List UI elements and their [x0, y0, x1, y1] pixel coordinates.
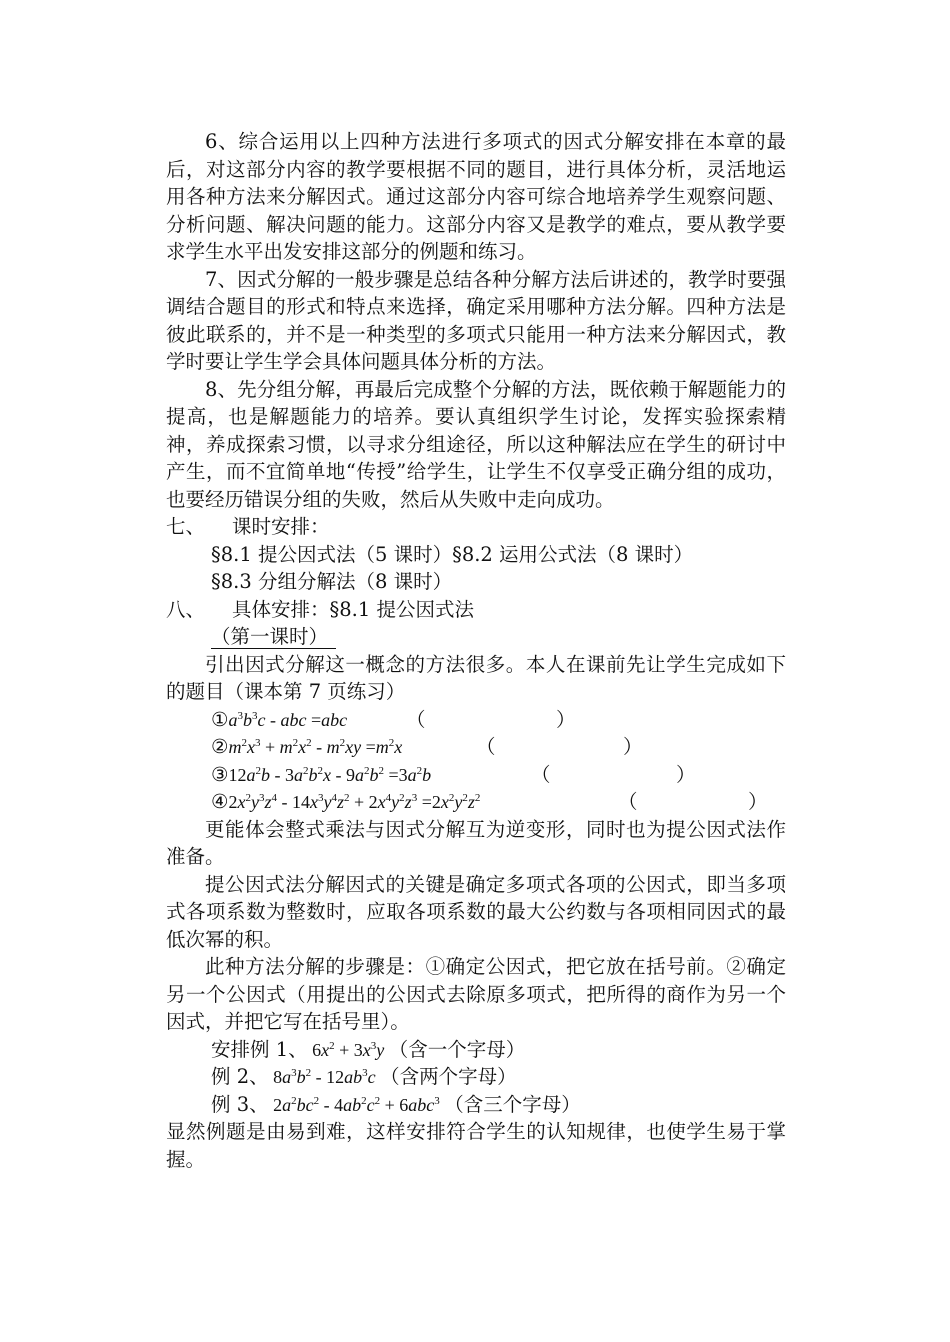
paragraph-8: 8、先分组分解，再最后完成整个分解的方法，既依赖于解题能力的提高，也是解题能力的培养。要认真组织学生讨论，发挥实验探索精神，养成探索习惯，以寻求分组途径，所以这种解法应在学生的研讨中产生，而不宜简单地“传授”给学生，让学生不仅享受正确分组的成功，也要经历错误分组的失败，然后从失败中走向成功。 — [166, 377, 786, 511]
answer-close-paren: ） — [676, 762, 696, 786]
answer-open-paren: （ — [406, 707, 426, 731]
answer-open-paren: （ — [476, 735, 496, 758]
section-title: 具体安排：§8.1 提公因式法 — [232, 597, 474, 621]
exercise-mark: ④ — [211, 790, 229, 813]
exercise-mark: ② — [211, 735, 229, 758]
example-label: 例 2、 — [211, 1065, 269, 1088]
section-number: 七、 — [166, 515, 206, 538]
section-number: 八、 — [166, 597, 206, 621]
example-note: （含一个字母） — [388, 1037, 526, 1061]
schedule-line-1: §8.1 提公因式法（5 课时）§8.2 运用公式法（8 课时） — [211, 542, 694, 566]
section-7-heading — [166, 513, 786, 541]
answer-open-paren: （ — [618, 790, 638, 813]
schedule-line-2: §8.3 分组分解法（8 课时） — [211, 570, 453, 593]
equation: $a^3b^3c$ - abc =abc — [228, 709, 348, 730]
exercise-2 — [166, 733, 786, 761]
answer-close-paren: ） — [556, 707, 576, 731]
answer-close-paren: ） — [748, 790, 768, 813]
exercise-1 — [166, 706, 786, 734]
example-label: 安排例 1、 — [211, 1037, 308, 1061]
section-title: 课时安排： — [232, 515, 330, 538]
lesson-title-row — [166, 623, 786, 651]
answer-close-paren: ） — [623, 735, 643, 758]
equation: $12a^2b - 3a^2b^2x - 9a^2b^2 =3a^2b$ — [228, 764, 432, 785]
exercise-mark: ③ — [211, 762, 229, 786]
equation: $2x^2y^3z^4 - 14x^3y^4z^2 + 2x^4y^2z^3 =2x^2y^2z^2$ — [228, 792, 481, 812]
paragraph-6: 6、综合运用以上四种方法进行多项式的因式分解安排在本章的最后，对这部分内容的教学要根据不同的题目，进行具体分析，灵活地运用各种方法来分解因式。通过这部分内容可综合地培养学生观察问题、分析问题、解决问题的能力。这部分内容又是教学的难点，要从教学要求学生水平出发安排这部分的例题和练习。 — [166, 130, 786, 263]
example-expression: $2a^2bc^2 - 4ab^2c^2 + 6abc^3$ — [273, 1094, 440, 1115]
example-note: （含两个字母） — [380, 1065, 517, 1088]
section-8-heading — [166, 596, 786, 624]
example-note: （含三个字母） — [444, 1092, 581, 1116]
lesson-title: （第一课时） — [211, 625, 336, 649]
paragraph-inverse: 更能体会整式乘法与因式分解互为逆变形，同时也为提公因式法作准备。 — [166, 817, 786, 868]
equation: $m^2x^3 + m^2x^2 - m^2xy =m^2x$ — [228, 737, 403, 757]
answer-open-paren: （ — [531, 762, 551, 786]
document-page — [166, 128, 786, 1173]
example-3 — [166, 1091, 786, 1119]
exercise-mark: ① — [211, 707, 229, 731]
paragraph-steps: 此种方法分解的步骤是：①确定公因式，把它放在括号前。②确定另一个公因式（用提出的公因式去除原多项式，把所得的商作为另一个因式，并把它写在括号里）。 — [166, 955, 786, 1033]
example-2 — [166, 1063, 786, 1091]
example-label: 例 3、 — [211, 1092, 269, 1116]
paragraph-key: 提公因式法分解因式的关键是确定多项式各项的公因式，即当多项式各项系数为整数时，应取各项系数的最大公约数与各项相同因式的最低次幂的积。 — [166, 872, 786, 951]
paragraph-7: 7、因式分解的一般步骤是总结各种分解方法后讲述的，教学时要强调结合题目的形式和特点来选择，确定采用哪种方法分解。四种方法是彼此联系的，并不是一种类型的多项式只能用一种方法来分解因式，教学时要让学生学会具体问题具体分析的方法。 — [166, 267, 786, 373]
conclusion-paragraph: 显然例题是由易到难，这样安排符合学生的认知规律，也使学生易于掌握。 — [166, 1120, 786, 1171]
intro-paragraph: 引出因式分解这一概念的方法很多。本人在课前先让学生完成如下的题目（课本第 7 页练习） — [166, 652, 786, 703]
example-1 — [166, 1036, 786, 1064]
exercise-4 — [166, 788, 786, 816]
exercise-3 — [166, 761, 786, 789]
example-expression: $8a^3b^2 - 12ab^3c$ — [273, 1067, 381, 1087]
example-expression: $6x^2 + 3x^3y$ — [312, 1039, 389, 1060]
